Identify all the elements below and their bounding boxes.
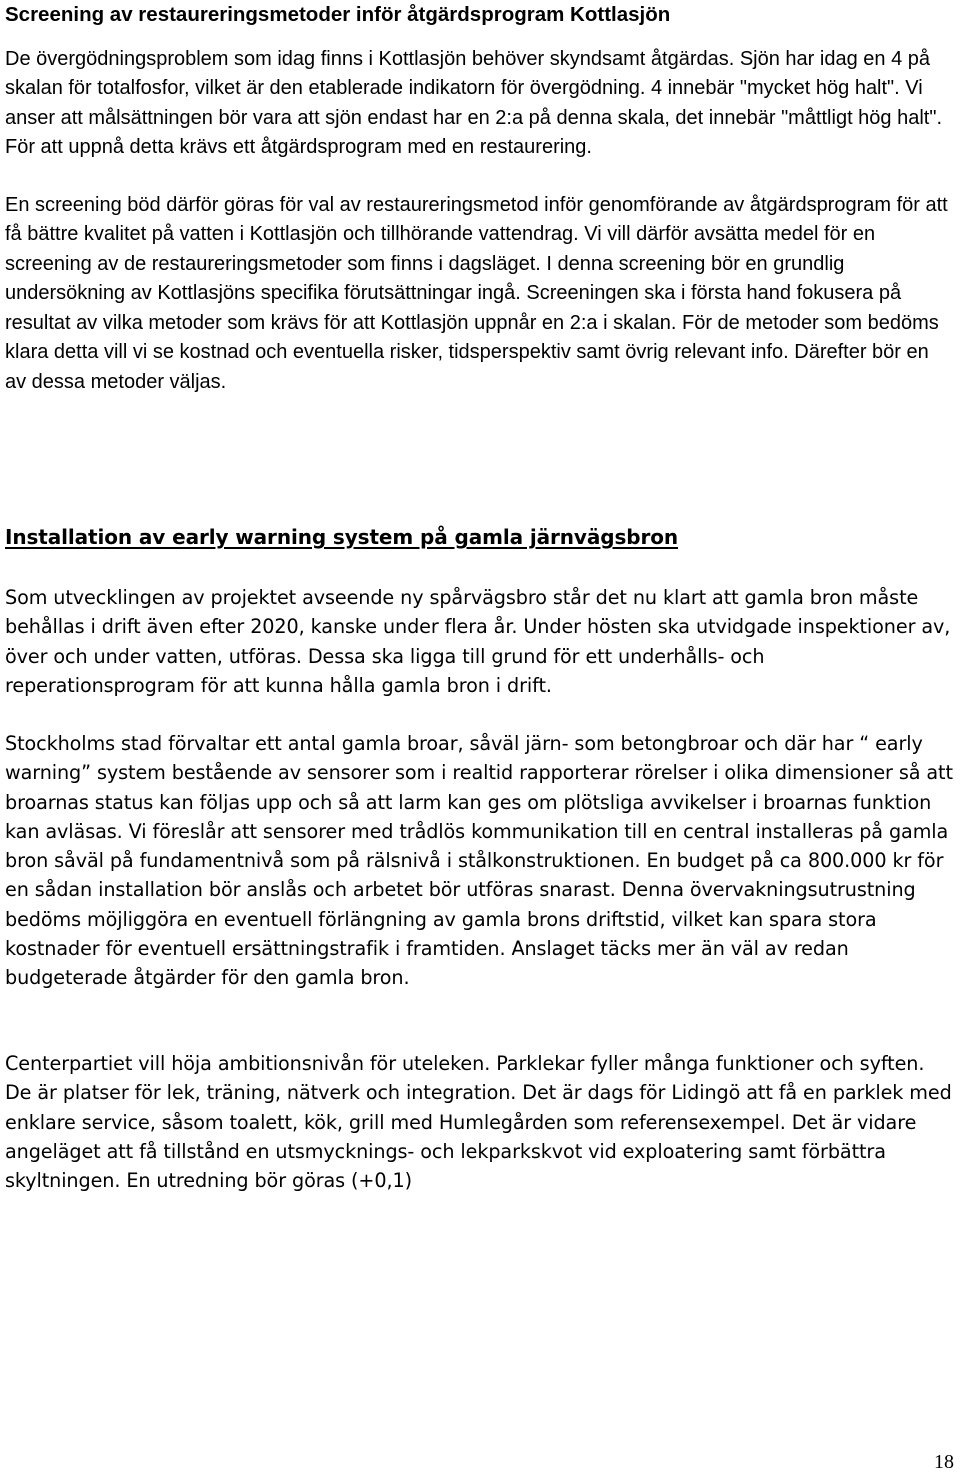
heading-screening: Screening av restaureringsmetoder inför åtgärdsprogram Kottlasjön — [5, 3, 671, 26]
paragraph-parklek: Centerpartiet vill höja ambitionsnivån för uteleken. Parklekar fyller många funktioner och syften. De är platser för lek, träning, nätverk och integration. Det är dags för Lidingö att få en parklek med enklare service, såsom toalett, kök, grill med Humlegården som referensexempel. Det är vidare angeläget att få tillstånd en utsmycknings- och lekparkskvot vid exploatering samt förbättra skyltningen. En utredning bör göras (+0,1) — [5, 1052, 952, 1193]
paragraph-screening: En screening böd därför göras för val av restaureringsmetod inför genomförande av åtgärdsprogram för att få bättre kvalitet på vatten i Kottlasjön och tillhörande vattendrag. Vi vill därför avsätta medel för en screening av de restaureringsmetoder som finns i dagsläget. I denna screening bör en grundlig undersökning av Kottlasjöns specifika förutsättningar ingå. Screeningen ska i första hand fokusera på resultat av vilka metoder som krävs för att Kottlasjön uppnår en 2:a i skalan. För de metoder som bedöms klara detta vill vi se kostnad och eventuella risker, tidsperspektiv samt övrig relevant info. Därefter bör en av dessa metoder väljas. — [5, 193, 948, 393]
paragraph-spårvägsbro: Som utvecklingen av projektet avseende ny spårvägsbro står det nu klart att gamla bron måste behållas i drift även efter 2020, kanske under flera år. Under hösten ska utvidgade inspektioner av, över och under vatten, utföras. Dessa ska ligga till grund för ett underhålls- och reperationsprogram för att kunna hålla gamla bron i drift. — [5, 586, 951, 697]
page-number: 18 — [934, 1451, 954, 1473]
section-screening — [5, 0, 953, 397]
heading-early-warning: Installation av early warning system på gamla järnvägsbron — [5, 525, 679, 549]
paragraph-sensorer: Stockholms stad förvaltar ett antal gamla broar, såväl järn- som betongbroar och där har “ early warning” system bestående av sensorer som i realtid rapporterar rörelser i olika dimensioner så att broarnas status kan följas upp och så att larm kan ges om plötsliga avvikelser i broarnas funktion kan avläsas. Vi föreslår att sensorer med trådlös kommunikation till en central installeras på gamla bron såväl på fundamentnivå som på rälsnivå i stålkonstruktionen. En budget på ca 800.000 kr för en sådan installation bör anslås och arbetet bör utföras snarast. Denna övervakningsutrustning bedöms möjliggöra en eventuell förlängning av gamla brons driftstid, vilket kan spara stora kostnader för eventuell ersättningstrafik i framtiden. Anslaget täcks mer än väl av redan budgeterade åtgärder för den gamla bron. — [5, 732, 953, 990]
document-page — [5, 0, 953, 1193]
paragraph-overgodning: De övergödningsproblem som idag finns i Kottlasjön behöver skyndsamt åtgärdas. Sjön har idag en 4 på skalan för totalfosfor, vilket är den etablerade indikatorn för övergödning. 4 innebär "mycket hög halt". Vi anser att målsättningen bör vara att sjön endast har en 2:a på denna skala, det innebär "måttligt hög halt". För att uppnå detta krävs ett åtgärdsprogram med en restaurering. — [5, 47, 943, 158]
